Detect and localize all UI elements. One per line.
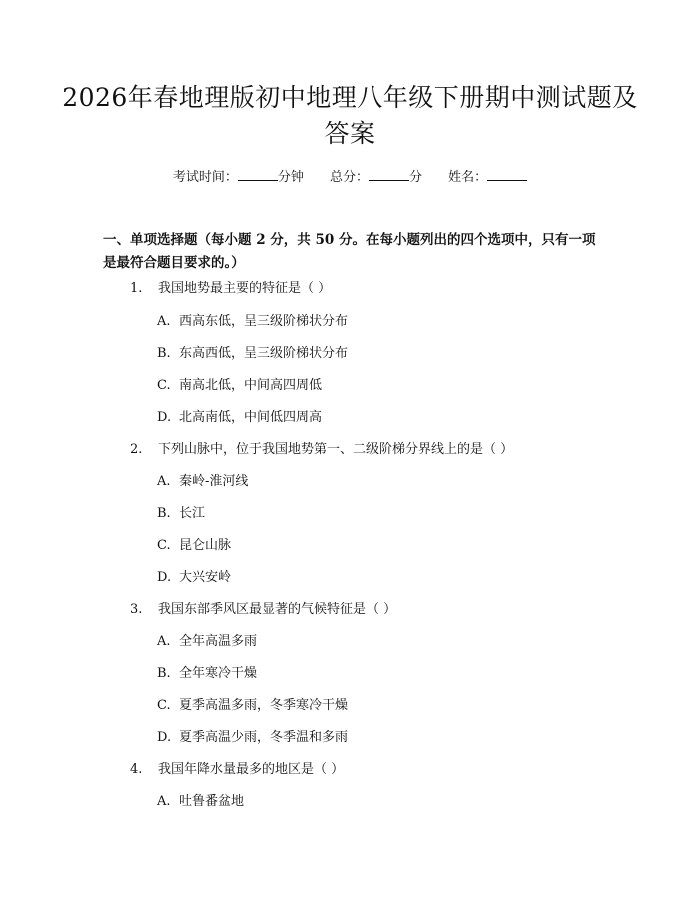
option-text: 吐鲁番盆地 bbox=[179, 794, 245, 809]
question-option bbox=[157, 472, 248, 492]
question-number: 3. bbox=[130, 602, 143, 617]
option-text: 西高东低，呈三级阶梯状分布 bbox=[179, 314, 349, 329]
exam-meta bbox=[0, 167, 700, 188]
option-text: 北高南低，中间低四周高 bbox=[179, 410, 323, 425]
option-text: 秦岭-淮河线 bbox=[179, 474, 249, 489]
question-option bbox=[157, 696, 348, 716]
question-option bbox=[157, 792, 244, 812]
question-option bbox=[157, 408, 322, 428]
student-name-blank bbox=[487, 167, 527, 181]
total-score-unit: 分 bbox=[409, 170, 423, 185]
section-header: 一、单项选择题（每小题 2 分，共 50 分。在每小题列出的四个选项中，只有一项是最符合题目要求的。） bbox=[103, 232, 596, 271]
question-option bbox=[157, 664, 257, 684]
option-letter: D. bbox=[157, 410, 172, 425]
question-option bbox=[157, 312, 348, 332]
question-number: 1. bbox=[130, 281, 143, 296]
total-score-label: 总分： bbox=[329, 170, 369, 185]
option-text: 夏季高温少雨，冬季温和多雨 bbox=[179, 730, 349, 745]
option-letter: D. bbox=[157, 570, 172, 585]
option-letter: B. bbox=[157, 346, 171, 361]
exam-time-label: 考试时间： bbox=[172, 170, 238, 185]
exam-time-unit: 分钟 bbox=[277, 170, 304, 185]
student-name bbox=[448, 167, 527, 188]
option-letter: D. bbox=[157, 730, 172, 745]
question-option bbox=[157, 536, 231, 556]
question-option bbox=[157, 504, 205, 524]
question-number: 4. bbox=[130, 762, 143, 777]
option-letter: A. bbox=[157, 474, 171, 489]
option-letter: C. bbox=[157, 698, 171, 713]
option-letter: B. bbox=[157, 506, 171, 521]
question-number: 2. bbox=[130, 442, 143, 457]
page-title: 2026年春地理版初中地理八年级下册期中测试题及答案 bbox=[62, 83, 638, 148]
option-letter: A. bbox=[157, 794, 171, 809]
total-score-blank bbox=[369, 167, 409, 181]
question-option bbox=[157, 344, 348, 364]
question-text: 下列山脉中，位于我国地势第一、二级阶梯分界线上的是（ ） bbox=[158, 442, 514, 457]
question bbox=[130, 760, 344, 780]
option-letter: C. bbox=[157, 378, 171, 393]
option-text: 昆仑山脉 bbox=[179, 538, 232, 553]
option-text: 全年寒冷干燥 bbox=[179, 666, 258, 681]
option-letter: B. bbox=[157, 666, 171, 681]
total-score bbox=[330, 167, 422, 188]
question-option bbox=[157, 728, 348, 748]
option-text: 东高西低，呈三级阶梯状分布 bbox=[179, 346, 349, 361]
option-letter: C. bbox=[157, 538, 171, 553]
option-text: 大兴安岭 bbox=[179, 570, 232, 585]
option-text: 全年高温多雨 bbox=[179, 634, 258, 649]
question-text: 我国地势最主要的特征是（ ） bbox=[158, 281, 332, 296]
question bbox=[130, 440, 513, 460]
question-option bbox=[157, 376, 322, 396]
option-text: 长江 bbox=[179, 506, 206, 521]
question bbox=[130, 279, 331, 299]
option-letter: A. bbox=[157, 634, 171, 649]
option-text: 夏季高温多雨，冬季寒冷干燥 bbox=[179, 698, 349, 713]
question-option bbox=[157, 568, 231, 588]
student-name-label: 姓名： bbox=[448, 170, 488, 185]
option-text: 南高北低，中间高四周低 bbox=[179, 378, 323, 393]
exam-time bbox=[173, 167, 304, 188]
exam-time-blank bbox=[238, 167, 278, 181]
question-text: 我国年降水量最多的地区是（ ） bbox=[158, 762, 345, 777]
question-text: 我国东部季风区最显著的气候特征是（ ） bbox=[158, 602, 397, 617]
option-letter: A. bbox=[157, 314, 171, 329]
question-option bbox=[157, 632, 257, 652]
question bbox=[130, 600, 396, 620]
